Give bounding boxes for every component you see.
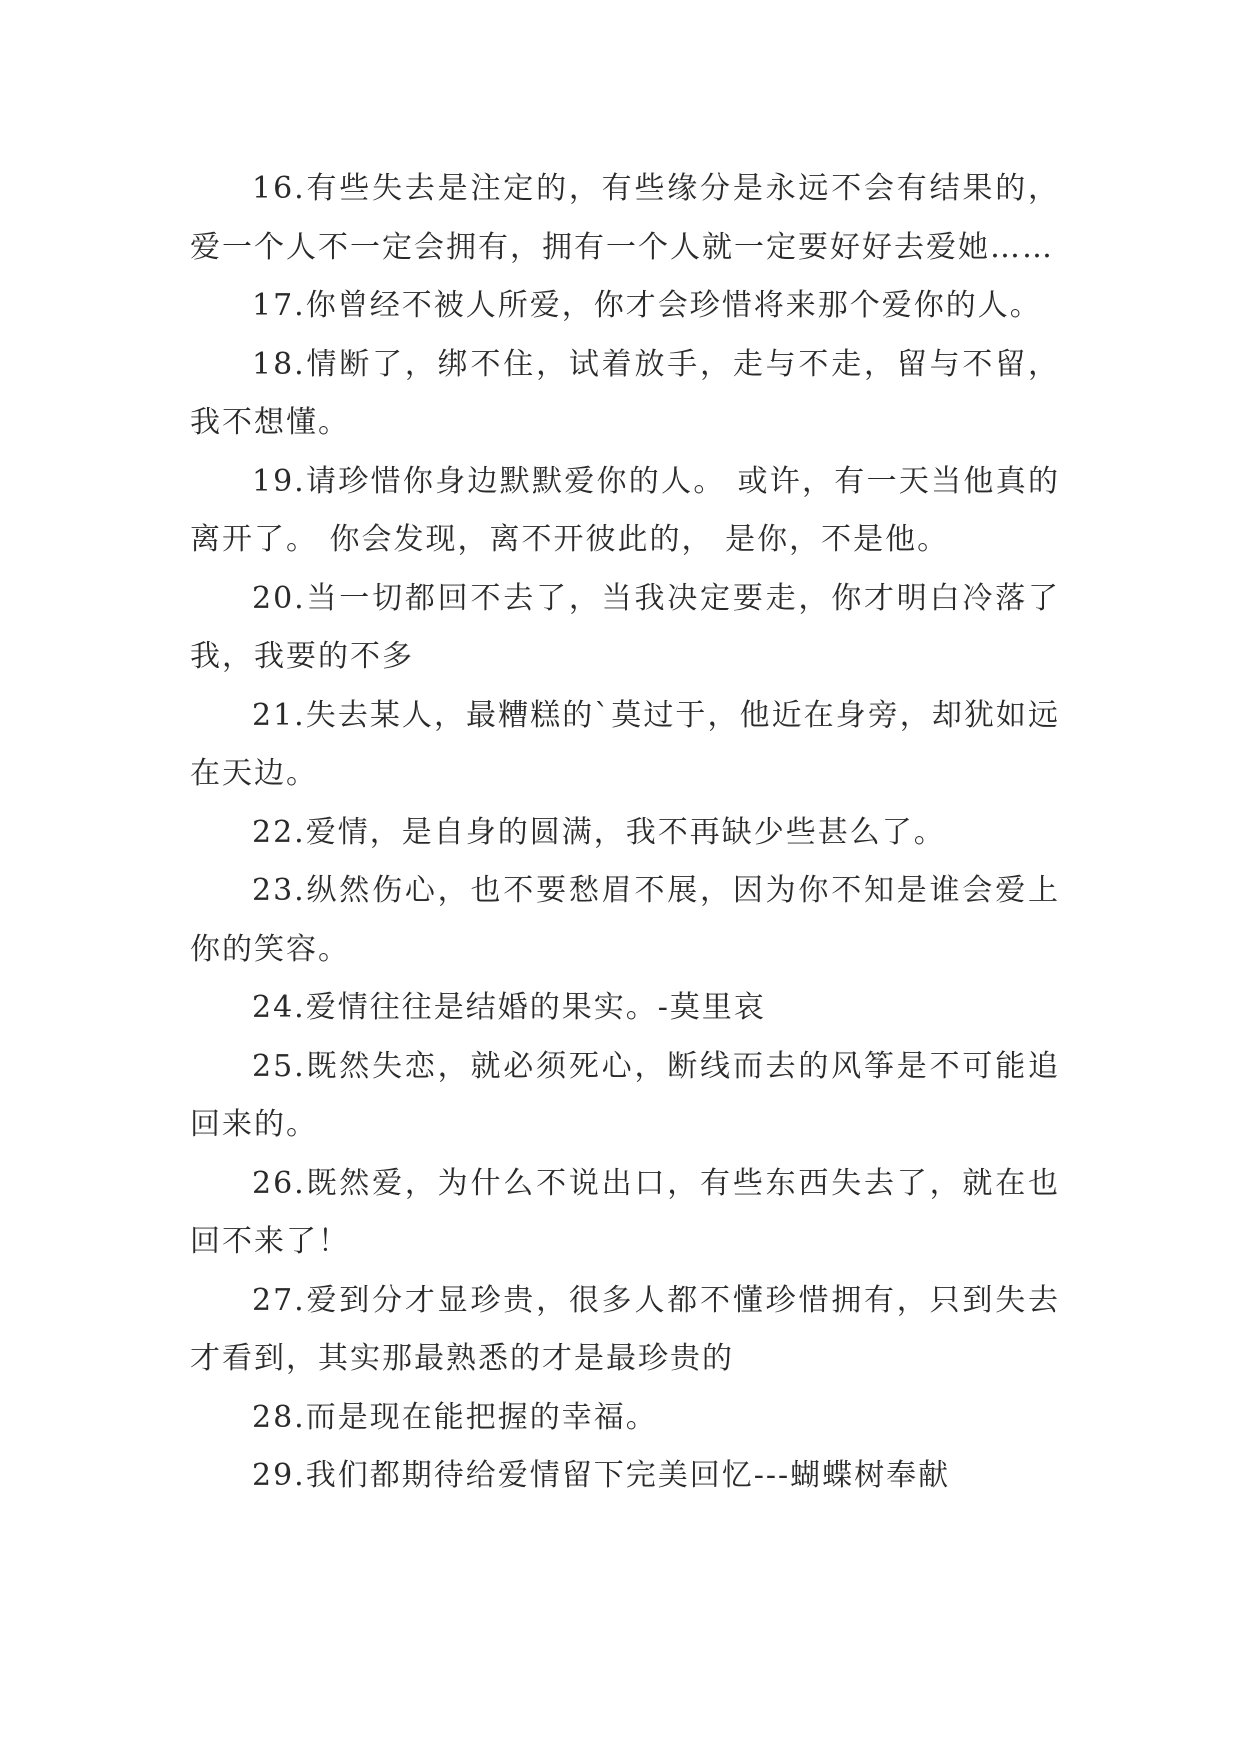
paragraph-16: 16.有些失去是注定的，有些缘分是永远不会有结果的，爱一个人不一定会拥有，拥有一个人就一定要好好去爱她…… xyxy=(190,171,1060,265)
paragraph-18: 18.情断了，绑不住，试着放手，走与不走，留与不留，我不想懂。 xyxy=(190,346,1060,440)
paragraph-26: 26.既然爱，为什么不说出口，有些东西失去了，就在也回不来了！ xyxy=(190,1165,1060,1259)
paragraph-25: 25.既然失恋，就必须死心，断线而去的风筝是不可能追回来的。 xyxy=(190,1048,1060,1142)
paragraph-19: 19.请珍惜你身边默默爱你的人。 或许，有一天当他真的离开了。 你会发现，离不开彼此的， 是你，不是他。 xyxy=(190,463,1060,557)
paragraph-28: 28.而是现在能把握的幸福。 xyxy=(252,1399,658,1435)
paragraph-21: 21.失去某人，最糟糕的`莫过于，他近在身旁，却犹如远在天边。 xyxy=(190,697,1060,791)
paragraph-27: 27.爱到分才显珍贵，很多人都不懂珍惜拥有，只到失去才看到，其实那最熟悉的才是最珍贵的 xyxy=(190,1282,1060,1376)
paragraph-22: 22.爱情，是自身的圆满，我不再缺少些甚么了。 xyxy=(252,814,946,850)
paragraph-29: 29.我们都期待给爱情留下完美回忆---蝴蝶树奉献 xyxy=(252,1458,951,1493)
paragraph-17: 17.你曾经不被人所爱，你才会珍惜将来那个爱你的人。 xyxy=(252,288,1042,323)
document-body xyxy=(190,160,1060,1506)
paragraph-20: 20.当一切都回不去了，当我决定要走，你才明白冷落了我，我要的不多 xyxy=(190,580,1060,674)
paragraph-23: 23.纵然伤心，也不要愁眉不展，因为你不知是谁会爱上你的笑容。 xyxy=(190,873,1060,967)
paragraph-24: 24.爱情往往是结婚的果实。-莫里哀 xyxy=(252,990,766,1025)
